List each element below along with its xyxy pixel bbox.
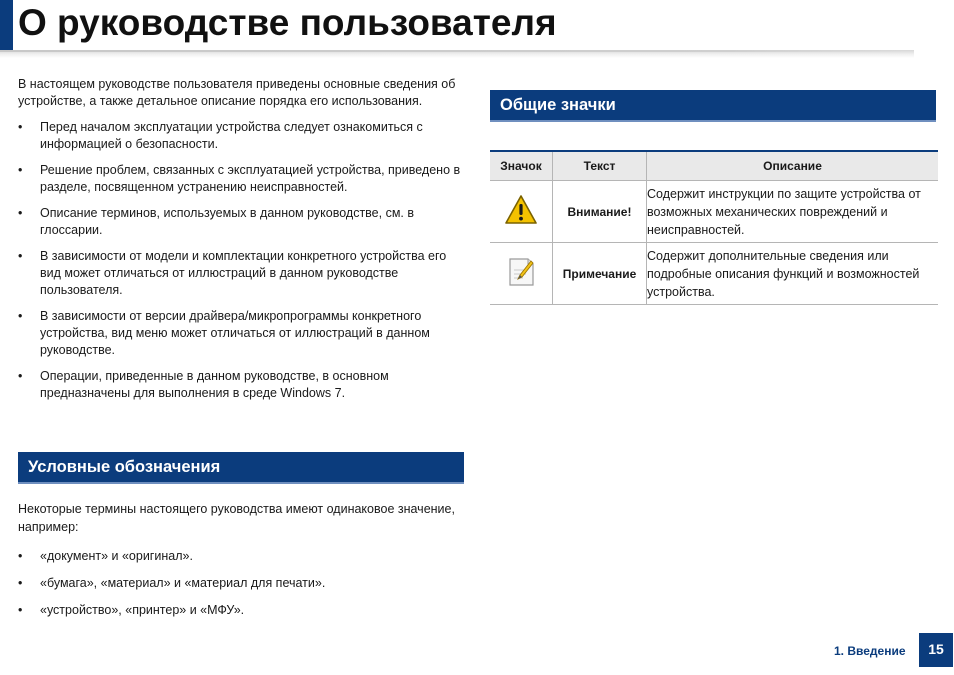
list-item: • «документ» и «оригинал». xyxy=(18,548,464,565)
list-item: • В зависимости от версии драйвера/микропрограммы конкретного устройства, вид меню может отличаться от иллюстраций в данном руководстве. xyxy=(18,308,464,359)
chapter-link[interactable]: 1. Введение xyxy=(834,644,906,658)
warning-icon xyxy=(504,194,538,226)
title-accent-bar xyxy=(0,0,13,52)
page-number: 15 xyxy=(919,633,953,667)
title-divider xyxy=(0,50,914,58)
intro-section xyxy=(18,76,464,411)
column-header-description: Описание xyxy=(647,151,939,181)
conventions-list xyxy=(18,548,464,629)
note-icon xyxy=(506,256,536,288)
list-item: • Перед началом эксплуатации устройства следует ознакомиться с информацией о безопасности. xyxy=(18,119,464,153)
list-item: • Описание терминов, используемых в данном руководстве, см. в глоссарии. xyxy=(18,205,464,239)
icon-description-cell: Содержит дополнительные сведения или подробные описания функций и возможностей устройства. xyxy=(647,243,939,305)
intro-list xyxy=(18,119,464,402)
column-header-text: Текст xyxy=(553,151,647,181)
list-item: • «устройство», «принтер» и «МФУ». xyxy=(18,602,464,619)
intro-paragraph: В настоящем руководстве пользователя приведены основные сведения об устройстве, а также детальное описание порядка его использования. xyxy=(18,77,456,108)
table-header-row xyxy=(490,151,938,181)
icon-description-cell: Содержит инструкции по защите устройства от возможных механических повреждений и неисправностей. xyxy=(647,181,939,243)
icon-cell xyxy=(490,243,553,305)
list-item: • Решение проблем, связанных с эксплуатацией устройства, приведено в разделе, посвященном устранению неисправностей. xyxy=(18,162,464,196)
icons-heading: Общие значки xyxy=(490,90,936,122)
list-item: • «бумага», «материал» и «материал для печати». xyxy=(18,575,464,592)
table-row xyxy=(490,181,938,243)
conventions-heading: Условные обозначения xyxy=(18,452,464,484)
column-header-icon: Значок xyxy=(490,151,553,181)
icons-table xyxy=(490,150,938,305)
icon-text-cell: Внимание! xyxy=(553,181,647,243)
icon-text-cell: Примечание xyxy=(553,243,647,305)
list-item: • В зависимости от модели и комплектации конкретного устройства его вид может отличаться от иллюстраций в данном руководстве пользователя. xyxy=(18,248,464,299)
icon-cell xyxy=(490,181,553,243)
page-title: О руководстве пользователя xyxy=(18,2,557,43)
list-item: • Операции, приведенные в данном руководстве, в основном предназначены для выполнения в среде Windows 7. xyxy=(18,368,464,402)
table-row xyxy=(490,243,938,305)
conventions-paragraph: Некоторые термины настоящего руководства имеют одинаковое значение, например: xyxy=(18,502,455,534)
